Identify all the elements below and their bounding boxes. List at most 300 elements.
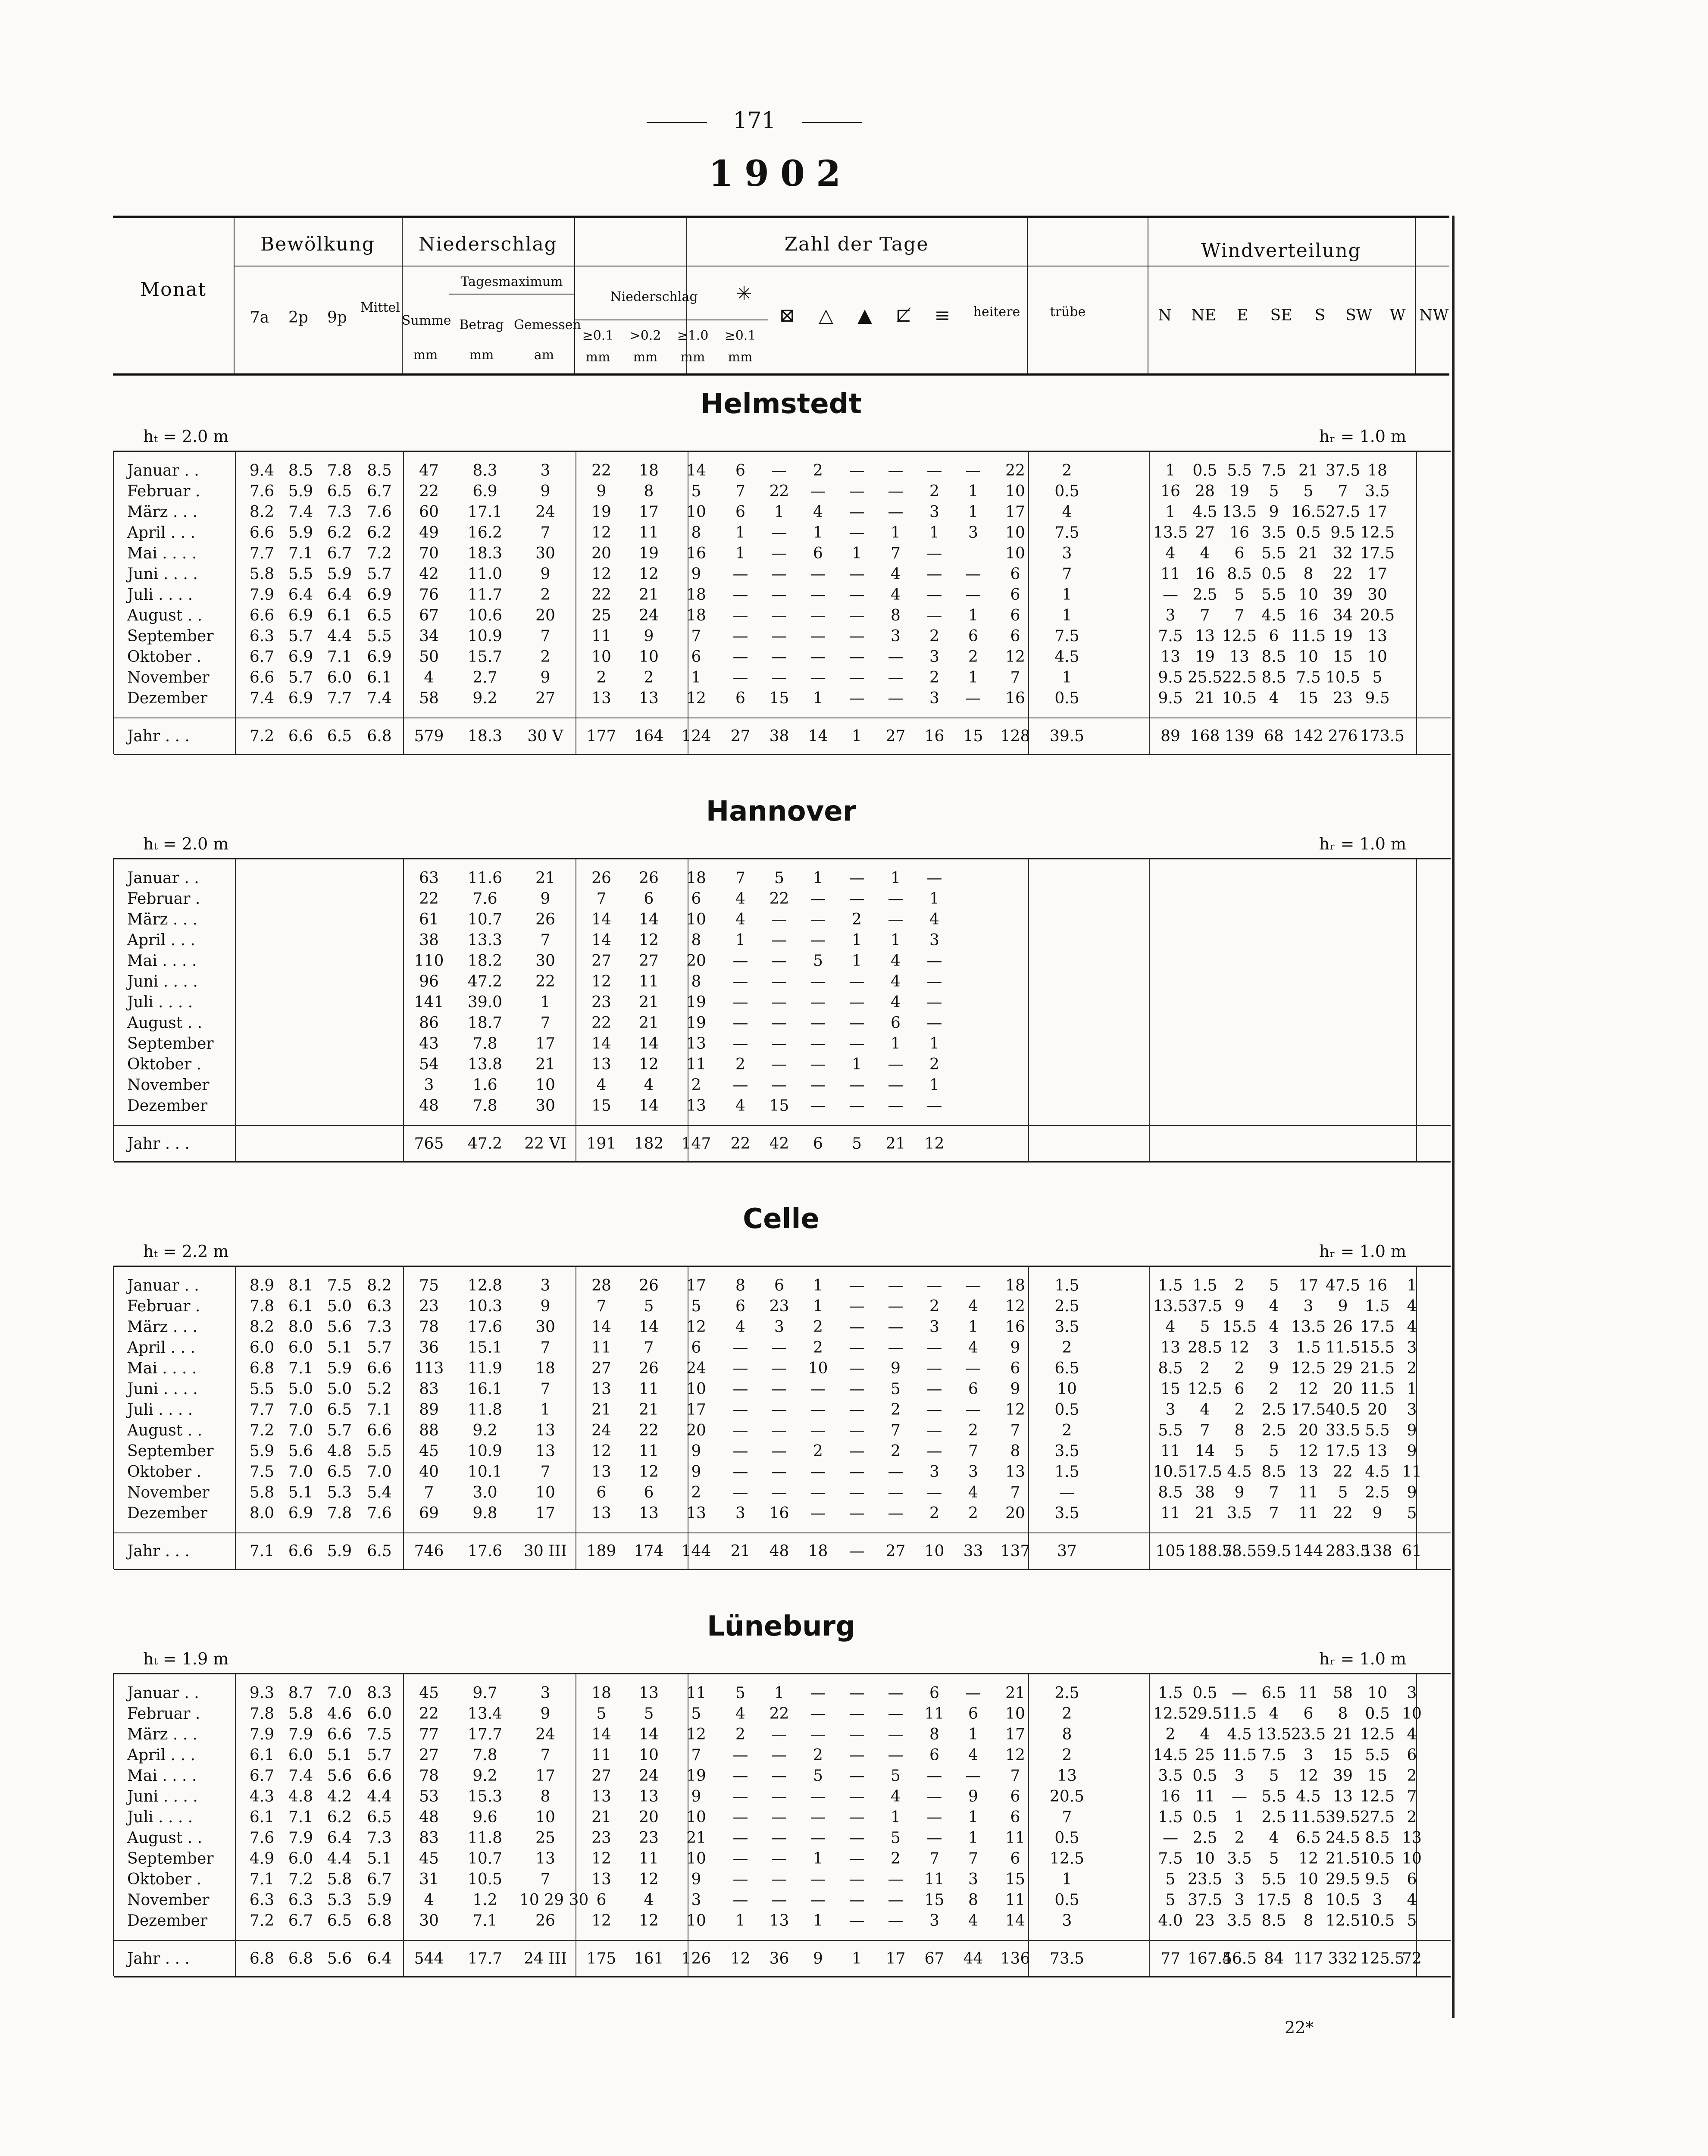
cell: 7 [540,1746,551,1764]
table-row [114,1013,1451,1034]
cell: 3 [1062,1912,1072,1930]
cell: 2 [1062,1339,1072,1357]
cell: 7.5 [249,1463,275,1481]
cell: 6.5 [327,483,352,500]
cell: 22 [535,973,555,990]
header-thr-unit-3: mm [680,350,705,365]
cell: 16.1 [467,1380,503,1398]
cell: 6.2 [327,524,352,542]
cell: 6 [1010,1850,1020,1868]
cell: 2 [891,1442,901,1460]
jahr-row [114,1134,1451,1154]
cell: — [849,1684,865,1702]
cell: 8.5 [1261,669,1286,686]
cell: 7.3 [327,503,352,521]
cell: 7.4 [249,689,275,707]
cell: 12 [639,1912,659,1930]
cell: 14 [639,1726,659,1743]
month-label: Mai . . . . [127,545,197,562]
cell: — [926,1014,942,1032]
cell: 17.7 [467,1726,503,1743]
cell: 19 [639,545,659,562]
cell: 126 [681,1950,711,1968]
cell: 22 [769,1705,789,1723]
cell: — [732,1891,748,1909]
table-row [114,1275,1451,1296]
cell: 3.5 [1054,1504,1079,1522]
cell: 5 [1407,1504,1417,1522]
cell: 5 [735,1684,745,1702]
cell: 17.1 [467,503,503,521]
cell: 8 [735,1277,745,1294]
cell: 142 [1293,727,1323,745]
cell: — [849,565,865,583]
cell: 5.6 [327,1318,352,1336]
cell: 7.0 [367,1463,392,1481]
wind-w: W [1389,307,1406,324]
table-row [114,1296,1451,1317]
cell: — [771,565,787,583]
cell: 164 [634,727,664,745]
cell: 7.5 [1261,1746,1286,1764]
cell: 7.2 [288,1871,313,1888]
cell: 189 [586,1542,616,1560]
cell: 3 [968,1463,978,1481]
cell: 14 [639,1097,659,1115]
cell: 5.0 [288,1380,313,1398]
cell: — [849,627,865,645]
cell: — [849,1788,865,1805]
header-heitere: heitere [973,304,1020,320]
cell: 1 [968,669,978,686]
cell: 72 [1402,1950,1422,1968]
cell: 13 [591,1871,611,1888]
cell: 7 [968,1442,978,1460]
cell: 10 [686,1912,706,1930]
cell: 2 [929,627,939,645]
cell: — [849,1380,865,1398]
cell: 4 [891,586,901,604]
cell: 1 [774,503,784,521]
cell: — [810,1504,826,1522]
cell: — [888,689,904,707]
cell: 4 [1269,1705,1279,1723]
cell: 9 [1407,1484,1417,1501]
cell: 13 [686,1097,706,1115]
cell: 4 [891,565,901,583]
cell: 6 [691,648,701,666]
cell: 7.1 [249,1542,275,1560]
cell: 8 [1010,1442,1020,1460]
cell: 13.5 [1153,1297,1188,1315]
cell: 13.5 [1153,524,1188,542]
cell: 4 [1200,545,1210,562]
station-ht: hₜ = 2.0 m [143,427,229,446]
cell: 8 [1338,1705,1348,1723]
cell: 14 [686,462,706,479]
cell: 6.5 [1296,1829,1321,1847]
right-border [1452,216,1455,2018]
cell: 2.5 [1054,1297,1079,1315]
cell: 3 [1407,1401,1417,1419]
cell: — [771,627,787,645]
cell: 7.9 [288,1726,313,1743]
cell: 11 [591,1339,611,1357]
cell: 0.5 [1192,1808,1217,1826]
cell: 4 [1269,1829,1279,1847]
table-header [113,216,1449,376]
cell: 174 [634,1542,664,1560]
month-label: August . . [127,607,203,624]
table-row [114,1807,1451,1828]
cell: 10.5 [1360,1912,1395,1930]
cell: 13 [1057,1767,1077,1785]
cell: 15 [1298,689,1318,707]
month-label: März . . . [127,1726,198,1743]
cell: — [926,1829,942,1847]
cell: 5.6 [327,1767,352,1785]
cell: — [888,1056,904,1073]
cell: 6.9 [367,586,392,604]
cell: 6.8 [367,1912,392,1930]
header-truebe: trübe [1050,304,1086,320]
cell: 10 [1005,1705,1025,1723]
cell: — [888,1277,904,1294]
cell: — [926,1788,942,1805]
cell: 10.5 [1360,1850,1395,1868]
cell: 50 [419,648,439,666]
cell: 21 [1298,545,1318,562]
cell: 0.5 [1365,1705,1390,1723]
cell: 58 [1333,1684,1353,1702]
cell: — [732,1829,748,1847]
cell: 7.2 [367,545,392,562]
cell: 5.2 [367,1380,392,1398]
wind-sw: SW [1345,307,1372,324]
month-label: Dezember [127,689,208,707]
cell: 6.2 [327,1808,352,1826]
cell: 22 [419,890,439,908]
cell: 2 [891,1401,901,1419]
cell: 10 [1402,1705,1422,1723]
cell: — [849,1442,865,1460]
cell: — [926,1767,942,1785]
cell: 2 [1062,462,1072,479]
cell: 22 [1005,462,1025,479]
cell: 7 [1010,669,1020,686]
cell: — [810,1463,826,1481]
cell: 16 [1161,483,1180,500]
cell: — [888,648,904,666]
cell: 6.6 [367,1767,392,1785]
cell: 1 [1407,1277,1417,1294]
station-lüneburg [113,1611,1449,1999]
cell: 23 [639,1829,659,1847]
cell: 11 [1298,1484,1318,1501]
cell: — [732,1871,748,1888]
cell: 7.2 [249,1912,275,1930]
cell: 18 [686,586,706,604]
cell: 37.5 [1188,1891,1223,1909]
cell: 16 [769,1504,789,1522]
cell: 11 [1005,1829,1025,1847]
cell: 17 [535,1035,555,1053]
cell: — [849,1767,865,1785]
cell: 69 [419,1504,439,1522]
cell: 5.0 [327,1297,352,1315]
cell: 37.5 [1326,462,1361,479]
table-row [114,971,1451,992]
cell: 1 [540,993,551,1011]
table-row [114,1054,1451,1075]
cell: 10 [1367,1684,1387,1702]
cell: 6 [1010,586,1020,604]
cell: 8 [644,483,654,500]
cell: 24 [639,1767,659,1785]
cell: 2 [1234,1277,1245,1294]
cell: 4 [596,1076,607,1094]
cell: 6 [1407,1871,1417,1888]
month-label: Oktober . [127,648,201,666]
month-label: Mai . . . . [127,952,197,970]
month-label: Dezember [127,1097,208,1115]
cell: — [810,648,826,666]
cell: 12.5 [1153,1705,1188,1723]
cell: 34 [419,627,439,645]
header-betrag: Betrag [459,317,504,332]
cell: 15.5 [1360,1339,1395,1357]
cell: 6.9 [472,483,497,500]
cell: — [926,1442,942,1460]
cell: 47.5 [1326,1277,1361,1294]
cell: 276 [1328,727,1358,745]
cell: 9 [891,1360,901,1377]
cell: 10.3 [467,1297,503,1315]
cell: 7 [735,483,745,500]
wind-s: S [1314,307,1326,324]
cell: 7.7 [327,689,352,707]
month-label: August . . [127,1014,203,1032]
station-celle [113,1203,1449,1591]
cell: 5.8 [327,1871,352,1888]
cell: 16 [1005,1318,1025,1336]
cell: 6.5 [367,1808,392,1826]
cell: 1 [813,869,823,887]
table-row [114,1869,1451,1890]
cell: 13 [639,1684,659,1702]
cell: — [732,586,748,604]
cell: — [926,869,942,887]
cell: 10.5 [467,1871,503,1888]
cell: 8.5 [1158,1360,1183,1377]
cell: 1 [891,1035,901,1053]
cell: — [810,1829,826,1847]
cell: 5.5 [1261,586,1286,604]
cell: 6.4 [367,1950,392,1968]
cell: — [771,1871,787,1888]
cell: 3.5 [1227,1850,1252,1868]
cell: 1 [1062,607,1072,624]
cell: 6.9 [288,689,313,707]
cell: — [849,1360,865,1377]
cell: 144 [681,1542,711,1560]
cell: 1 [929,524,939,542]
cell: 13 [591,1056,611,1073]
cell: 9 [1269,1360,1279,1377]
cell: 61 [419,911,439,928]
cell: 8.3 [472,462,497,479]
cell: 8 [691,931,701,949]
cell: — [849,1504,865,1522]
cell: 5 [691,483,701,500]
cell: 13 [591,1504,611,1522]
cell: 13 [1402,1829,1422,1847]
cell: 7.6 [367,1504,392,1522]
cell: — [926,1097,942,1115]
cell: 4.9 [249,1850,275,1868]
cell: — [849,607,865,624]
cell: — [965,1277,981,1294]
cell: 7 [891,1422,901,1439]
cell: 28.5 [1188,1339,1223,1357]
station-title: Helmstedt [700,388,862,420]
cell: 0.5 [1054,1891,1079,1909]
cell: 6.9 [367,648,392,666]
cell: 7.9 [249,586,275,604]
table-row [114,1766,1451,1786]
cell: — [849,1076,865,1094]
cell: 5.9 [327,1542,352,1560]
cell: 5.7 [288,627,313,645]
cell: 5 [691,1297,701,1315]
cell: 4 [1200,1401,1210,1419]
cell: 10 [1367,648,1387,666]
cell: 177 [586,727,616,745]
month-label: April . . . [127,524,195,542]
cell: 37.5 [1188,1297,1223,1315]
cell: 7.5 [1261,462,1286,479]
cell: 19 [1229,483,1249,500]
cell: 10 [1005,545,1025,562]
cell: 5.9 [288,524,313,542]
cell: 13 [1333,1788,1353,1805]
cell: 0.5 [1054,1829,1079,1847]
table-row [114,605,1451,626]
cell: 6.6 [288,727,313,745]
cell: 11 [591,1746,611,1764]
cell: 0.5 [1192,462,1217,479]
cell: 22 [591,1014,611,1032]
cell: — [1163,1829,1178,1847]
cell: 17 [1005,1726,1025,1743]
cell: — [849,1705,865,1723]
cell: 30 [535,952,555,970]
cell: 13.5 [1257,1726,1292,1743]
month-label: April . . . [127,931,195,949]
cell: 12.5 [1222,627,1257,645]
cell: 7.1 [472,1912,497,1930]
cell: 5 [1165,1871,1176,1888]
cell: 46.5 [1222,1950,1257,1968]
cell: 5.3 [327,1891,352,1909]
station-ht: hₜ = 2.0 m [143,834,229,853]
header-mittel: Mittel [360,300,400,315]
cell: 5 [596,1705,607,1723]
cell: 2 [735,1056,745,1073]
cell: 11 [686,1056,706,1073]
cell: 2 [813,1442,823,1460]
cell: — [771,648,787,666]
cell: 11 [639,1380,659,1398]
cell: 8.5 [367,462,392,479]
table-row [114,992,1451,1013]
cell: 4.4 [327,1850,352,1868]
cell: — [888,1097,904,1115]
cell: 2 [1062,1422,1072,1439]
cell: 25 [591,607,611,624]
cell: — [1232,1684,1247,1702]
cell: 8.5 [1158,1484,1183,1501]
cell: 6.6 [249,607,275,624]
thunderstorm-icon: ⊏̸ [895,304,913,326]
cell: 3 [540,1277,551,1294]
cell: — [732,1380,748,1398]
month-label: Jahr . . . [127,1542,190,1560]
cell: 6.7 [249,648,275,666]
cell: 11.8 [467,1401,503,1419]
cell: 3 [1372,1891,1383,1909]
cell: 2.7 [472,669,497,686]
cell: — [810,1035,826,1053]
cell: — [849,869,865,887]
cell: 5 [1269,1850,1279,1868]
cell: 10.5 [1222,689,1257,707]
cell: 2 [1062,1705,1072,1723]
cell: 38 [1195,1484,1215,1501]
cell: 7.4 [288,503,313,521]
cell: 6.6 [367,1422,392,1439]
cell: — [926,1339,942,1357]
cell: — [771,993,787,1011]
cell: 6.3 [249,627,275,645]
cell: — [732,1035,748,1053]
cell: 2 [813,1746,823,1764]
cell: 3 [929,689,939,707]
table-row [114,523,1451,543]
cell: 10 [535,1076,555,1094]
cell: — [888,462,904,479]
cell: 12.5 [1326,1912,1361,1930]
cell: 6 [813,1135,823,1153]
cell: 40 [419,1463,439,1481]
cell: 6 [735,462,745,479]
cell: 7 [891,545,901,562]
cell: 26 [535,1912,555,1930]
month-label: Jahr . . . [127,1135,190,1153]
cell: 9 [1234,1297,1245,1315]
cell: 6.8 [288,1950,313,1968]
cell: 22.5 [1222,669,1257,686]
cell: 13 [1229,648,1249,666]
cell: 6.3 [288,1891,313,1909]
cell: 9 [1372,1504,1383,1522]
month-label: April . . . [127,1339,195,1357]
cell: 4 [1165,545,1176,562]
cell: 27 [419,1746,439,1764]
cell: 11 [591,627,611,645]
cell: 7.8 [472,1097,497,1115]
cell: 33.5 [1326,1422,1361,1439]
